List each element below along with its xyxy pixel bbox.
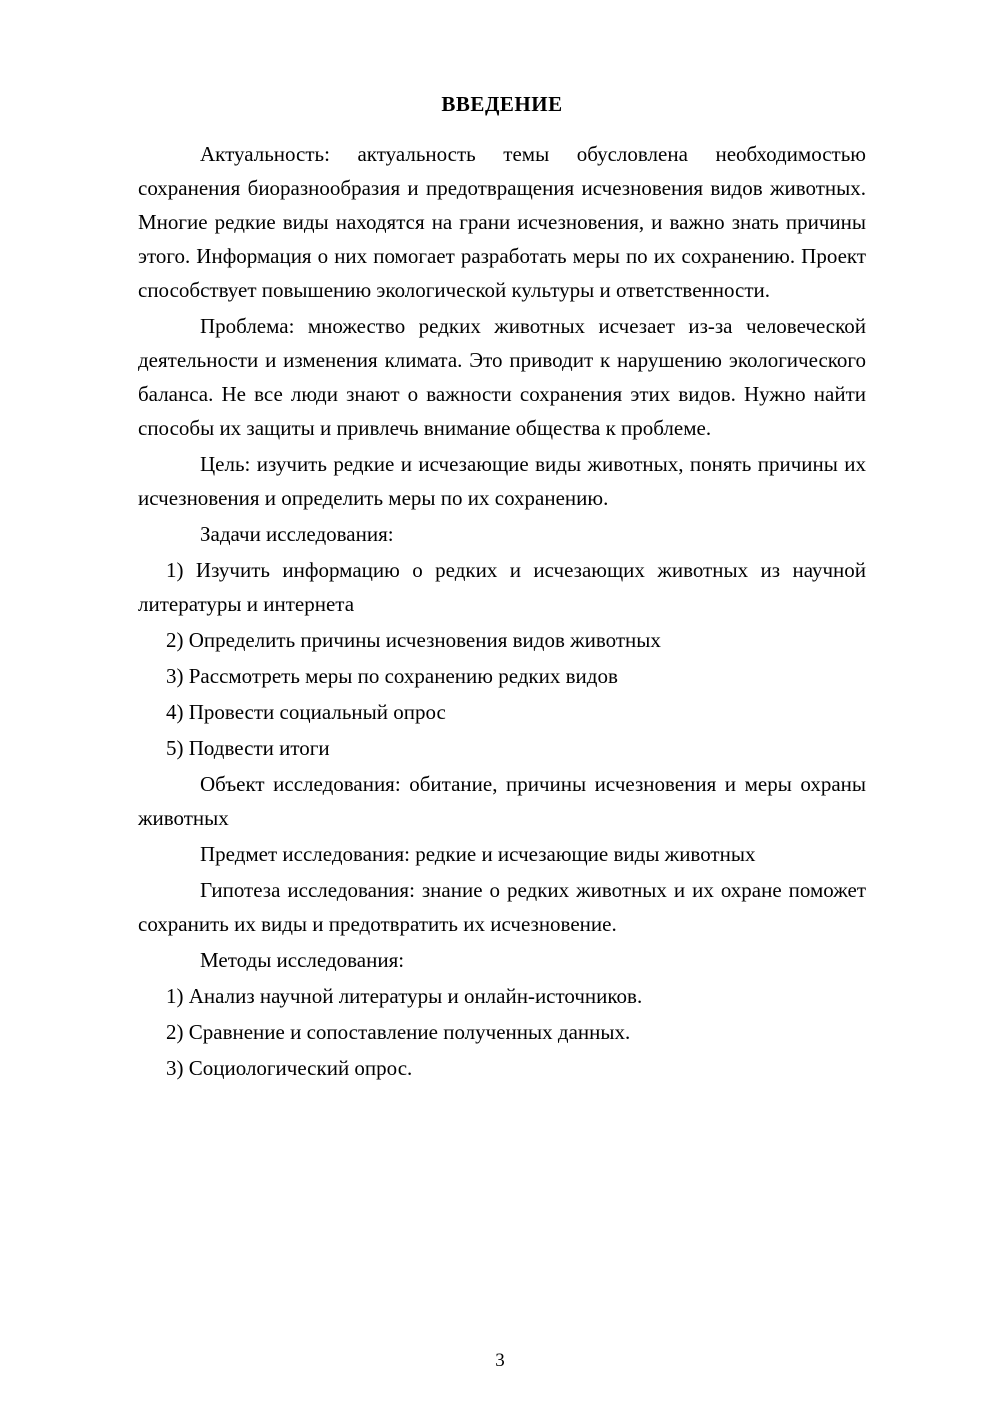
paragraph-methods-heading: Методы исследования:: [200, 948, 405, 973]
list-item-task-2: 2) Определить причины исчезновения видов животных: [166, 628, 661, 653]
paragraph-hypothesis: Гипотеза исследования: знание о редких животных и их охране поможет сохранить их виды и предотвратить их исчезновение.: [138, 878, 866, 937]
paragraph-tasks-heading: Задачи исследования:: [200, 522, 394, 547]
list-item-task-4: 4) Провести социальный опрос: [166, 700, 446, 725]
list-item-method-1: 1) Анализ научной литературы и онлайн-источников.: [166, 984, 643, 1009]
list-item-task-5: 5) Подвести итоги: [166, 736, 330, 761]
list-item-task-1: 1) Изучить информацию о редких и исчезающих животных из научной литературы и интернета: [138, 558, 866, 617]
list-item-task-3: 3) Рассмотреть меры по сохранению редких видов: [166, 664, 618, 689]
paragraph-object: Объект исследования: обитание, причины исчезновения и меры охраны животных: [138, 772, 866, 831]
list-item-method-3: 3) Социологический опрос.: [166, 1056, 413, 1081]
paragraph-goal: Цель: изучить редкие и исчезающие виды животных, понять причины их исчезновения и определить меры по их сохранению.: [138, 452, 866, 511]
paragraph-relevance: Актуальность: актуальность темы обусловлена необходимостью сохранения биоразнообразия и предотвращения исчезновения видов животных. Многие редкие виды находятся на грани исчезновения, и важно знать причины этого. Информация о них помогает разработать меры по их сохранению. Проект способствует повышению экологической культуры и ответственности.: [138, 142, 866, 303]
paragraph-problem: Проблема: множество редких животных исчезает из-за человеческой деятельности и изменения климата. Это приводит к нарушению экологического баланса. Не все люди знают о важности сохранения этих видов. Нужно найти способы их защиты и привлечь внимание общества к проблеме.: [138, 314, 866, 441]
page-title: ВВЕДЕНИЕ: [441, 92, 563, 116]
page-number: 3: [495, 1350, 505, 1371]
paragraph-subject: Предмет исследования: редкие и исчезающие виды животных: [200, 842, 756, 867]
list-item-method-2: 2) Сравнение и сопоставление полученных данных.: [166, 1020, 631, 1045]
